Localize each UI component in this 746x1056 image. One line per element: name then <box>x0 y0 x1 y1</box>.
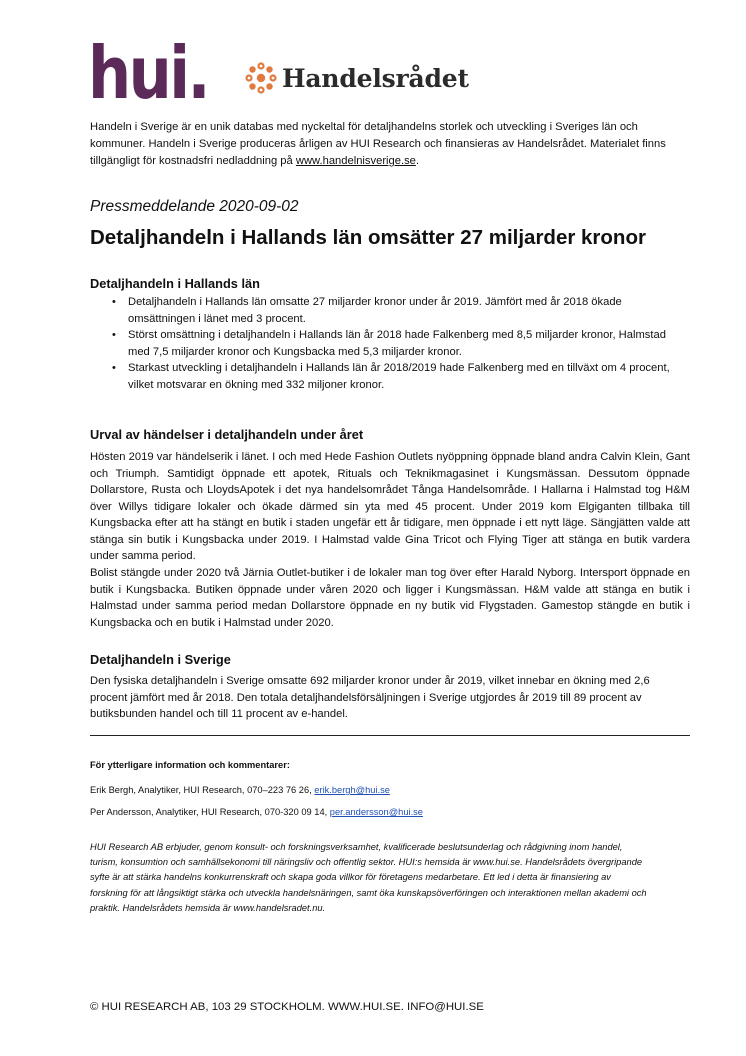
bullet-icon: • <box>112 362 116 374</box>
list-item <box>90 327 690 360</box>
handelnisverige-link[interactable]: www.handelnisverige.se <box>295 155 416 167</box>
bullet-text: Detaljhandeln i Hallands län omsatte 27 miljarder kronor under år 2019. Jämfört med år 2018 ökade omsättningen i länet med 3 procent. <box>128 296 622 325</box>
section-title-events: Urval av händelser i detaljhandeln under året <box>90 427 364 442</box>
section-title-sweden: Detaljhandeln i Sverige <box>90 652 231 667</box>
contacts-title: För ytterligare information och kommentarer: <box>90 760 290 770</box>
bullet-icon: • <box>112 329 116 341</box>
contact-erik-bergh <box>90 785 390 795</box>
sweden-paragraph: Den fysiska detaljhandeln i Sverige omsatte 692 miljarder kronor under år 2019, vilket innebar en ökning med 2,6 procent jämfört med år 2018. Den totala detaljhandelsförsäljningen i Sverige utgjordes år 2019 till 89 procent av butiksbunden handel och till 11 procent av e-handel. <box>90 675 650 720</box>
handelsradet-wordmark: Handelsrådet <box>282 63 469 93</box>
email-link-erik-bergh[interactable]: erik.bergh@hui.se <box>314 785 390 795</box>
contact-per-andersson <box>90 807 423 817</box>
handelsradet-logo <box>244 56 469 100</box>
section-title-halland: Detaljhandeln i Hallands län <box>90 276 260 291</box>
contact-details: Erik Bergh, Analytiker, HUI Research, 070–223 76 26, <box>90 785 315 795</box>
bullet-text: Starkast utveckling i detaljhandeln i Hallands län år 2018/2019 hade Falkenberg med en tillväxt om 4 procent, vilket motsvarar en ökning med 332 miljoner kronor. <box>128 362 670 391</box>
page-footer: © HUI RESEARCH AB, 103 29 STOCKHOLM. WWW.HUI.SE. INFO@HUI.SE <box>90 1001 484 1013</box>
list-item <box>90 360 690 393</box>
bullet-icon: • <box>112 296 116 308</box>
bullet-text: Störst omsättning i detaljhandeln i Hallands län år 2018 hade Falkenberg med 8,5 miljarder kronor, Halmstad med 7,5 miljarder kronor och Kungsbacka med 5,3 miljarder kronor. <box>128 329 666 358</box>
intro-paragraph <box>90 119 690 170</box>
about-paragraph: HUI Research AB erbjuder, genom konsult- och forskningsverksamhet, kvalificerade beslutsunderlag och rådgivning inom handel, turism, konsumtion och samhällsekonomi till näringsliv och offentlig sektor. HUI:s hemsida är www.hui.se. Handelsrådets övergripande syfte är att stärka handelns konkurrenskraft och skapa goda villkor för företagens medarbetare. Ett led i detta är finansiering av forskning för att långsiktigt stärka och utveckla handelsnäringen, samt öka kunskapsöverföringen och interaktionen mellan akademi och praktik. Handelsrådets hemsida är www.handelsradet.nu. <box>90 842 647 913</box>
intro-text: Handeln i Sverige är en unik databas med nyckeltal för detaljhandelns storlek och utveckling i Sveriges län och kommuner. Handeln i Sverige produceras årligen av HUI Research och finansieras av Handelsrådet. Materialet finns tillgängligt för kostnadsfri nedladdning på <box>90 121 666 167</box>
list-item <box>90 294 690 327</box>
halland-bullet-list <box>90 294 690 393</box>
events-paragraph-2: Bolist stängde under 2020 två Järnia Outlet-butiker i de lokaler man tog över efter Harald Nyborg. Intersport öppnade en butik i Kungsbacka. Butiken öppnade under våren 2020 och ligger i Kungsmässan. H&M valde att stänga en butik i Halmstad under samma period medan Dollarstore öppnade en ny butik vid Flygstaden. Gamestop stängde en butik i Kungsbacka och en butik i Halmstad under 2020. <box>90 567 690 629</box>
svg-text:hui.: hui. <box>88 31 208 115</box>
divider <box>90 735 690 736</box>
hui-logo <box>88 31 210 115</box>
events-paragraph-1: Hösten 2019 var händelserik i länet. I och med Hede Fashion Outlets nyöppning öppnade bland andra Calvin Klein, Gant och Triumph. Samtidigt öppnade ett apotek, Rituals och Teknikmagasinet i Kungsmässan. Dessutom öppnade Dollarstore, Rusta och LloydsApotek i det nya handelsområdet Tånga Handelsområde. I Hallarna i Halmstad tog H&M över Willys tidigare lokaler och ökade därmed sin yta med 45 procent. Under 2019 kom Elgiganten tillbaka till Kungsbacka efter att ha stängt en butik i staden ungefär ett år tidigare, men öppnade i ett nytt läge. Sängjätten valde att stänga sin butik i Kungsbacka under 2019. I Halmstad valde Gina Tricot och Flying Tiger att stänga en butik vardera under samma period. <box>90 451 690 562</box>
intro-text-end: . <box>415 155 420 167</box>
contact-details: Per Andersson, Analytiker, HUI Research, 070-320 09 14, <box>90 807 330 817</box>
page-title: Detaljhandeln i Hallands län omsätter 27 miljarder kronor <box>90 226 646 249</box>
handelsradet-flower-icon <box>244 61 278 95</box>
email-link-per-andersson[interactable]: per.andersson@hui.se <box>329 807 423 817</box>
press-release-date: Pressmeddelande 2020-09-02 <box>90 198 299 215</box>
